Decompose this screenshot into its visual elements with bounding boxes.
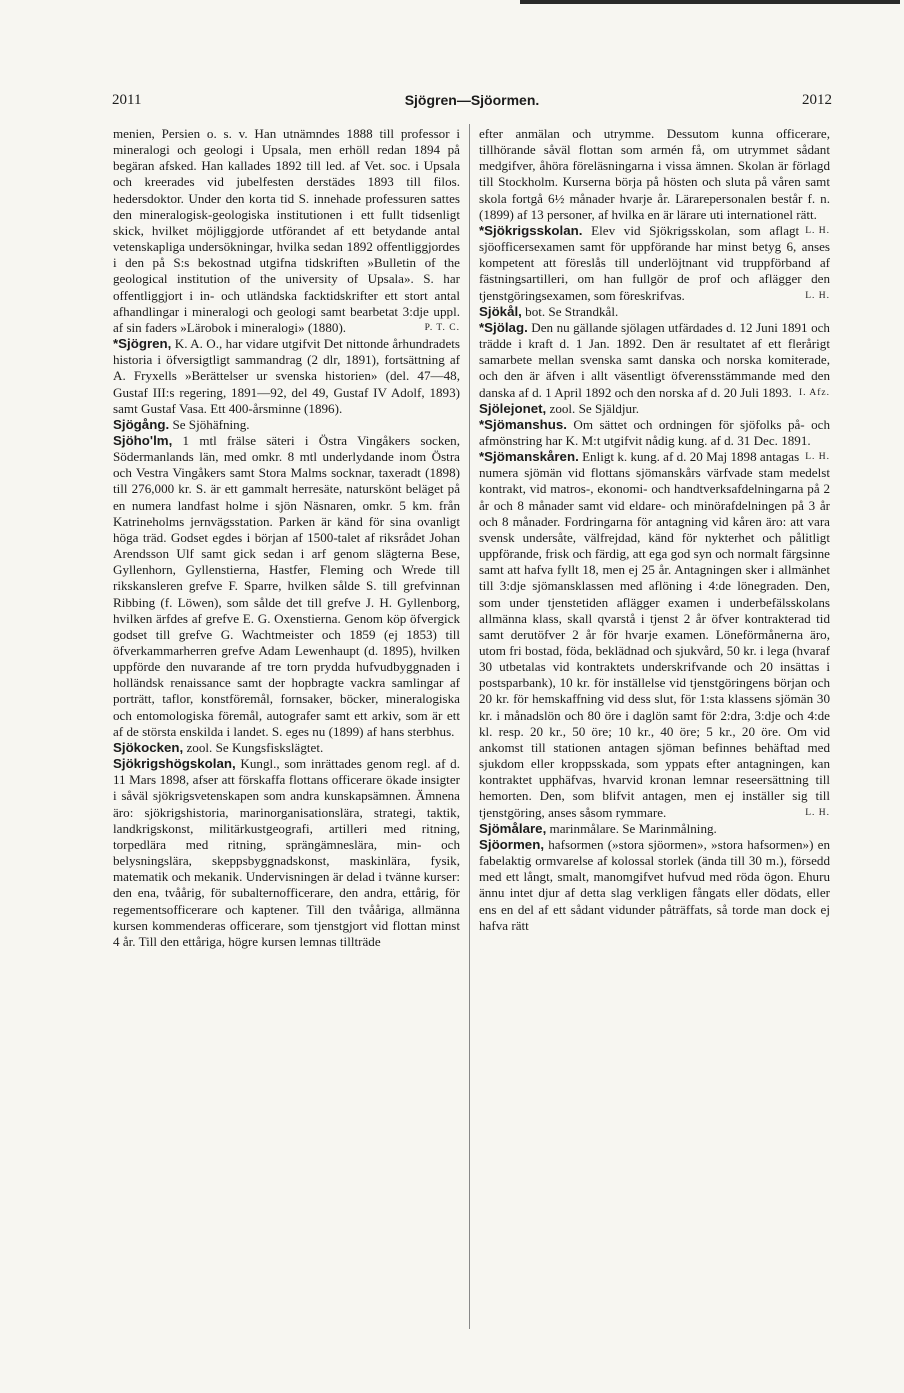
entry-signature: I. Afz. bbox=[798, 387, 830, 398]
entry-text: 1 mtl frälse säteri i Östra Vingåkers socken, Södermanlands län, med omkr. 8 mtl underlydande inom Östra och Vestra Vingåkers samt Stora Malms socknar, taxeradt (1898) till 276,000 kr. S. är ett gammalt herresäte, naturskönt beläget på en numera landfast holme i sjön Näsnaren, omkr. 5 km. från Katrineholms jernvägsstation. Parken är känd för sina ovanligt höga träd. Godset egdes i början af 1500-talet af riksrådet Johan Arendsson Ulf samt gick sedan i arf genom slägterna Bese, Gyllenhorn, Gyllenstierna, Hastfer, Fleming och Wrede till rikskansleren grefve F. Sparre, hvilken sålde S. till grefvinnan Ribbing (f. Löwen), som sålde det till grefve J. H. Gyllenborg, hvilken ärfdes af grefve E. G. Oxenstierna. Genom köp öfvergick godset till grefve G. Wachtmeister och 1859 (ej 1853) till öfverkammarherren grefve Adam Lewenhaupt (d. 1895), hvilken uppförde den nuvarande af tre torn prydda hufvudbyggnaden i holländsk renaissance samt der hopbragte vackra samlingar af porträtt, taflor, konstföremål, fornsaker, böcker, mineralogiska och entomologiska föremål, autografer samt ett arkiv, som är ett af de största enskilda i landet. S. eges nu (1899) af hans sterbhus. bbox=[113, 432, 460, 739]
page-number-right: 2012 bbox=[802, 92, 832, 108]
scan-edge-bar bbox=[520, 0, 900, 4]
entry-signature: L. H. bbox=[805, 225, 830, 236]
entry-text: zool. Se Själdjur. bbox=[549, 400, 639, 416]
entry-text: marinmålare. Se Marinmålning. bbox=[549, 820, 717, 836]
entry-sjolag bbox=[479, 320, 830, 401]
entry-sjokrigsskolan bbox=[479, 223, 830, 304]
entry-text: Se Sjöhäfning. bbox=[172, 416, 250, 432]
entry-sjokrigshogskolan bbox=[113, 756, 460, 950]
left-column bbox=[113, 126, 460, 950]
entry-signature: L. H. bbox=[805, 807, 830, 818]
entry-sjolejonet bbox=[479, 401, 830, 417]
column-divider bbox=[469, 124, 470, 1329]
entry-text: bot. Se Strandkål. bbox=[525, 303, 619, 319]
entry-text: efter anmälan och utrymme. Dessutom kunna officerare, tillhörande såväl flottan som armén få, om utrymmet sådant medgifver, åhöra föreläsningarna i vissa ämnen. Skolan är förlagd till Stockholm. Kurserna börja på hösten och sluta på våren samt skola fortgå 6½ månader hvarje år. Lärarepersonalen består f. n. (1899) af 13 personer, af hvilka en är lärare uti internationel rätt. bbox=[479, 126, 830, 222]
entry-text: hafsormen (»stora sjöormen», »stora hafsormen») en fabelaktig ormvarelse af kolossal storlek (ända till 30 m.), försedd med ett långt, smalt, manomgifvet hufvud med röda ögon. Ehuru ännu intet djur af detta slag verkligen fångats eller dödats, eller ens en del af ett sådant vidunder påträffats, så torde man dock ej hafva rätt bbox=[479, 836, 830, 933]
entry-headword: Sjögång. bbox=[113, 416, 170, 432]
page-header bbox=[112, 92, 832, 114]
entry-headword: *Sjökrigsskolan. bbox=[479, 222, 583, 238]
entry-text: Enligt k. kung. af d. 20 Maj 1898 antagas numera sjömän vid flottans sjömanskårs värfvade stam medelst kontrakt, vid matros-, ekonomi- och handtverksafdelningarna på 2 år och 8 månader samt vid eldare- och minörafdelningen på 3 år och 8 månader. Fordringarna för antagning vid kåren äro: att vara svensk undersåte, välfrejdad, känd för nykterhet och pålitligt uppförande, frisk och färdig, att ega god syn och normalt färgsinne samt att hafva fyllt 18, men ej 25 år. Antagningen sker i allmänhet till 3:dje sjömansklassen med aflöning i 4:de lönegraden. Den, som under tjenstetiden aflägger examen i underbefälsskolans allmänna klass, skall qvarstå i tjenst 2 år öfver kontrakterad tid samt derutöfver 2 år för hvarje examen. Löneförmånerna äro, utom fri bostad, föda, beklädnad och sjukvård, 50 kr. i lega (hvaraf 30 utbetalas vid kontraktets underskrifvande och 20 insättas i postsparbank), 10 kr. för inställelse vid tjenstgöringens början och 20 kr. för hemskaffning vid dess slut, för 1:sta klassens sjömän 30 kr. i månadslön och 80 öre i daglön samt för 2:dra, 3:dje och 4:de kl. resp. 20 kr., 50 öre; 10 kr., 40 öre; 5 kr., 20 öre. Om vid ankomst till stationen antagen sjöman befinnes behäftad med sjukdom eller kroppsskada, som yppats efter antagningen, kan kontraktet upphäfvas, hvarvid kronan lemnar reseersättning till hemorten. Den, som blifvit antagen, men ej inställer sig till tjenstgöring, anses såsom rymmare. bbox=[479, 449, 830, 820]
entry-headword: *Sjömanskåren. bbox=[479, 449, 579, 465]
entry-headword: Sjöho'lm, bbox=[113, 432, 173, 448]
entry-sjogren bbox=[113, 336, 460, 417]
entry-signature: P. T. C. bbox=[424, 322, 460, 333]
entry-text: Om sättet och ordningen för sjöfolks på- och afmönstring har K. M:t utgifvit nådig kung. af d. 31 Dec. 1891. bbox=[479, 416, 830, 448]
entry-text: Elev vid Sjökrigsskolan, som aflagt sjöofficersexamen samt för uppförande har minst betyg 6, anses kompetent att föreslås till underlöjtnant vid truppförband af fästningsartilleri, om han fullgör de prof och aflägger den tjenstgöringsexamen, som föreskrifvas. bbox=[479, 222, 830, 303]
entry-headword: Sjöormen, bbox=[479, 836, 545, 852]
running-title: Sjögren—Sjöormen. bbox=[404, 92, 540, 108]
page-number-left: 2011 bbox=[112, 92, 142, 108]
entry-sjogang bbox=[113, 417, 460, 433]
entry-text: menien, Persien o. s. v. Han utnämndes 1888 till professor i mineralogi och geologi i Upsala, men erhöll redan 1894 på begäran afsked. Han kallades 1892 till led. af Vet. soc. i Upsala och kreerades vid jubelfesten derstädes 1893 till filos. hedersdoktor. Under den korta tid S. innehade professuren sattes den mineralogisk-geologiska institutionen i ett fullt tidsenligt skick, hvilket möjliggjorde utförandet af ett betydande antal vetenskapliga undersökningar, hvilka sedan 1892 offentliggjordes i den på S:s bekostnad utgifna tidskriften »Bulletin of the geological institution of the university of Upsala». S. har offentliggjort i in- och utländska facktidskrifter ett stort antal afhandlingar i mineralogi och geologi samt bearbetat 3:dje uppl. af sin faders »Lärobok i mineralogi» (1880). bbox=[113, 126, 460, 335]
entry-headword: Sjölejonet, bbox=[479, 400, 547, 416]
entry-continuation bbox=[113, 126, 460, 336]
entry-text: Kungl., som inrättades genom regl. af d. 11 Mars 1898, afser att förskaffa flottans officerare ökade insigter i såväl sjökrigsvetenskapen som andra kunskapsämnen. Ämnena äro: sjökrigshistoria, marinorganisationslära, strategi, taktik, landkrigskonst, militärkustgeografi, artilleri med ritning, torpedlära med ritning, sprängämneslära, min- och belysningslära, skeppsbyggnadskonst, maskinlära, fysik, matematik och mekanik. Undervisningen är delad i tvänne kurser: den ena, tvåårig, för subalternofficerare, den andra, ettårig, för regementsofficerare och kaptener. Till den tvååriga, allmänna kursen kommenderas officerare, som tjenstgjort vid flottan minst 4 år. Till den ettåriga, högre kursen lemnas tillträde bbox=[113, 756, 460, 949]
entry-headword: Sjökocken, bbox=[113, 739, 184, 755]
entry-sjoholm bbox=[113, 433, 460, 740]
entry-headword: *Sjölag. bbox=[479, 319, 528, 335]
entry-sjokocken bbox=[113, 740, 460, 756]
entry-text: K. A. O., har vidare utgifvit Det nittonde århundradets historia i öfversigtligt sammandrag (2 dlr, 1891), fortsättning af A. Fryxells »Berättelser ur svenska historien» (del. 47—48, Gustaf III:s regering, 1891—92, del 49, Gustaf IV Adolf, 1893) samt Gustaf Vasa. Ett 400-årsminne (1896). bbox=[113, 336, 460, 416]
entry-sjoormen bbox=[479, 837, 830, 934]
entry-signature: L. H. bbox=[805, 290, 830, 301]
entry-headword: Sjömålare, bbox=[479, 820, 547, 836]
entry-headword: *Sjögren, bbox=[113, 336, 172, 352]
entry-text: Den nu gällande sjölagen utfärdades d. 12 Juni 1891 och trädde i kraft d. 1 Jan. 1892. Den är resultatet af ett flerårigt samarbete mellan svenska samt danska och norska komiterade, och den är äfven i allt väsentligt öfverensstämmande med den danska af d. 1 April 1892 och den norska af d. 20 Juli 1893. bbox=[479, 319, 830, 400]
entry-sjomanskaren bbox=[479, 449, 830, 821]
entry-sjokal bbox=[479, 304, 830, 320]
right-column bbox=[479, 126, 830, 934]
entry-headword: Sjökrigshögskolan, bbox=[113, 756, 236, 772]
entry-signature: L. H. bbox=[805, 452, 830, 463]
entry-sjomalare bbox=[479, 821, 830, 837]
entry-headword: *Sjömanshus. bbox=[479, 416, 567, 432]
entry-headword: Sjökål, bbox=[479, 303, 522, 319]
entry-text: zool. Se Kungsfiskslägtet. bbox=[186, 739, 324, 755]
